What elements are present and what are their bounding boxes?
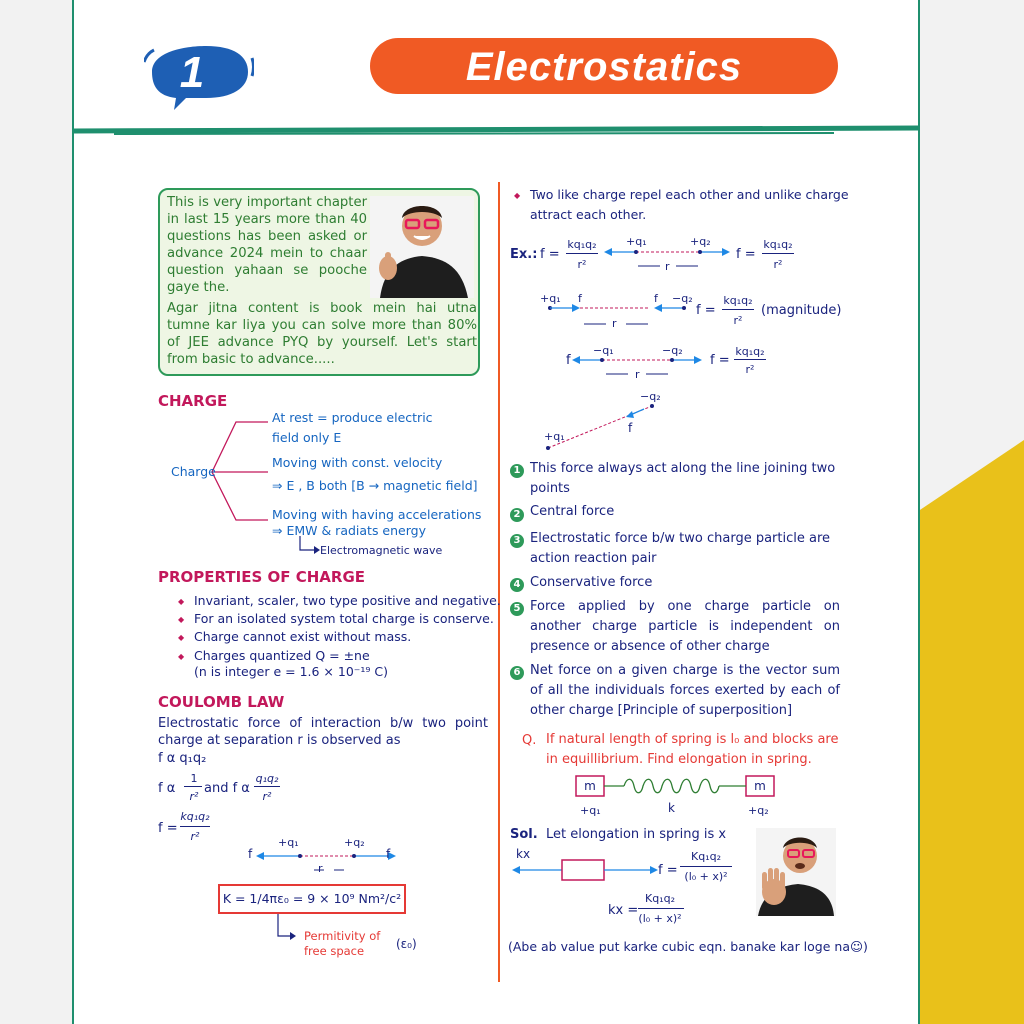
property-item-4: ◆ Charges quantized Q = ±ne: [194, 647, 370, 665]
intro-paragraph-1: This is very important chapter in last 15 years more than 40 questions has been asked or advance 2024 mein to chaar question yahaan se pooche gaye the.: [167, 195, 367, 295]
ex2-f-eq: f =: [696, 303, 716, 318]
point-5: Force applied by one charge particle on another charge particle is independent on presence or absence of other charge: [530, 599, 840, 654]
ex3-r: r: [635, 368, 640, 381]
teacher-hand-photo: [756, 828, 836, 916]
textbook-page: [72, 0, 920, 1024]
spring-q1: +q₁: [580, 804, 601, 817]
coulomb-eq-lhs: f =: [158, 821, 178, 836]
block-right-m: m: [754, 779, 766, 793]
ex3-numerator: kq₁q₂: [735, 345, 765, 358]
ex3-bar: [734, 359, 766, 360]
charge-moving-line-2: ⇒ E , B both [B → magnetic field]: [272, 478, 478, 493]
epsilon-zero: (ε₀): [396, 937, 417, 951]
ex1-q2: +q₂: [690, 235, 711, 248]
ex3-f-eq: f =: [710, 353, 730, 368]
point-number-4: 4: [510, 578, 524, 592]
permitivity-line-2: free space: [304, 944, 365, 958]
frac-qq-bar: [254, 786, 280, 787]
charge-tree-branches: [210, 420, 270, 530]
emw-label: Electromagnetic wave: [320, 544, 443, 557]
ex3-f-left: f: [566, 353, 571, 368]
solution-free-body-diagram: [510, 856, 670, 886]
question-text: If natural length of spring is l₀ and blocks are in equillibrium. Find elongation in spring.: [546, 732, 839, 767]
chapter-title: Electrostatics: [465, 45, 743, 89]
footer-note: (Abe ab value put karke cubic eqn. banake kar loge na☺): [508, 939, 868, 954]
ex2-magnitude: (magnitude): [761, 303, 842, 318]
block-left-m: m: [584, 779, 596, 793]
coulomb-r: r: [318, 862, 323, 875]
ex1-right-numerator: kq₁q₂: [763, 238, 793, 251]
charge-rest-line-2: field only E: [272, 430, 342, 445]
spring-q2: +q₂: [748, 804, 769, 817]
point-6: Net force on a given charge is the vector sum of all the individuals forces exerted by each of other charge [Principle of superposition]: [530, 663, 840, 718]
ex1-f-eq-right: f =: [736, 247, 756, 262]
ex1-f-eq-left: f =: [540, 247, 560, 262]
point-4: Conservative force: [530, 575, 653, 590]
chapter-number: 1: [179, 48, 205, 97]
question-label: Q.: [522, 733, 537, 748]
ex2-r: r: [612, 317, 617, 330]
coulomb-proportional-2-prefix: f α: [158, 781, 176, 796]
coulomb-proportional-1: f α q₁q₂: [158, 751, 207, 766]
ex2-q1: +q₁: [540, 292, 561, 305]
properties-heading: PROPERTIES OF CHARGE: [158, 568, 365, 586]
solution-kx-bar: [638, 908, 684, 909]
intro-box: [158, 188, 480, 376]
frac-kqq-numerator: kq₁q₂: [180, 810, 210, 823]
solution-kx-eq: kx =: [608, 903, 639, 918]
coulomb-q2: +q₂: [344, 836, 365, 849]
point-number-2: 2: [510, 508, 524, 522]
like-charge-text: ◆ Two like charge repel each other and unlike charge attract each other.: [530, 185, 850, 225]
ex2-f-left: f: [578, 292, 582, 305]
solution-kx-numerator: Kq₁q₂: [645, 892, 675, 905]
teacher-thumbs-up-photo: [370, 196, 474, 298]
point-2: Central force: [530, 504, 615, 519]
point-1: This force always act along the line joining two points: [530, 461, 836, 496]
ex3-q2: −q₂: [662, 344, 683, 357]
emw-arrow: [298, 536, 322, 556]
solution-kx-label: kx: [516, 847, 531, 861]
charge-rest-line-1: At rest = produce electric: [272, 410, 433, 425]
point-number-5: 5: [510, 602, 524, 616]
frac-qq-numerator: q₁q₂: [255, 772, 279, 785]
property-item-1: ◆ Invariant, scaler, two type positive and negative.: [194, 592, 501, 610]
solution-text: Let elongation in spring is x: [546, 827, 727, 842]
ex1-left-denominator: r²: [577, 258, 587, 271]
ex3-denominator: r²: [745, 363, 755, 376]
solution-f-bar: [680, 866, 732, 867]
point-number-6: 6: [510, 666, 524, 680]
ex-label: Ex.:: [510, 247, 538, 262]
charge-accel-line-2: ⇒ EMW & radiats energy: [272, 523, 426, 538]
frac-one-numerator: 1: [190, 772, 198, 785]
charge-moving-line-1: Moving with const. velocity: [272, 455, 443, 470]
frac-kqq-denominator: r²: [190, 830, 200, 843]
charge-heading: CHARGE: [158, 392, 228, 410]
ex3-q1: −q₁: [593, 344, 614, 357]
permitivity-line-1: Permitivity of: [304, 929, 381, 943]
header-brush-stroke: [74, 124, 920, 138]
ex4-diagonal-diagram: [544, 386, 704, 456]
ex1-right-bar: [762, 253, 794, 254]
ex1-q1: +q₁: [626, 235, 647, 248]
ex4-q1: +q₁: [544, 430, 565, 443]
ex2-bar: [722, 309, 754, 310]
solution-label: Sol.: [510, 827, 538, 842]
coulomb-f-right: f: [386, 847, 391, 861]
coulomb-f-left: f: [248, 847, 253, 861]
intro-paragraph-2: Agar jitna content is book mein hai utna tumne kar liya you can solve more than 80% of JEE advance PYQ by yourself. Let's start from basic to advance.....: [167, 301, 477, 367]
frac-kqq-bar: [180, 826, 210, 827]
spring-k: k: [668, 801, 675, 815]
property-item-3: ◆ Charge cannot exist without mass.: [194, 628, 411, 646]
ex1-left-bar: [566, 253, 598, 254]
ex1-r: r: [665, 260, 670, 273]
ex2-f-right: f: [654, 292, 658, 305]
coulomb-force-diagram: [246, 834, 406, 876]
frac-qq-denominator: r²: [262, 790, 272, 803]
ex4-f: f: [628, 421, 633, 435]
permitivity-arrow: [274, 914, 300, 944]
point-number-3: 3: [510, 534, 524, 548]
ex2-denominator: r²: [733, 314, 743, 327]
ex1-right-denominator: r²: [773, 258, 783, 271]
ex4-q2: −q₂: [640, 390, 661, 403]
frac-one-denominator: r²: [189, 790, 199, 803]
point-number-1: 1: [510, 464, 524, 478]
frac-one-bar: [184, 786, 202, 787]
ex2-q2: −q₂: [672, 292, 693, 305]
ex2-numerator: kq₁q₂: [723, 294, 753, 307]
coulomb-description: Electrostatic force of interaction b/w two point charge at separation r is observed as: [158, 716, 488, 748]
solution-f-numerator: Kq₁q₂: [691, 850, 721, 863]
solution-f-denominator: (l₀ + x)²: [684, 870, 728, 883]
coulomb-proportional-2-mid: and f α: [204, 781, 250, 796]
property-note: (n is integer e = 1.6 × 10⁻¹⁹ C): [194, 664, 388, 679]
column-divider: [498, 182, 500, 982]
property-item-2: ◆ For an isolated system total charge is conserve.: [194, 610, 494, 628]
charge-root-label: Charge: [171, 464, 216, 479]
charge-accel-line-1: Moving with having accelerations: [272, 507, 482, 522]
solution-kx-denominator: (l₀ + x)²: [638, 912, 682, 925]
coulomb-q1: +q₁: [278, 836, 299, 849]
ex1-left-numerator: kq₁q₂: [567, 238, 597, 251]
point-3: Electrostatic force b/w two charge particle are action reaction pair: [530, 531, 831, 566]
coulomb-heading: COULOMB LAW: [158, 693, 285, 711]
k-constant-text: K = 1/4πε₀ = 9 × 10⁹ Nm²/c²: [222, 891, 402, 906]
solution-f-eq: f =: [658, 863, 678, 878]
